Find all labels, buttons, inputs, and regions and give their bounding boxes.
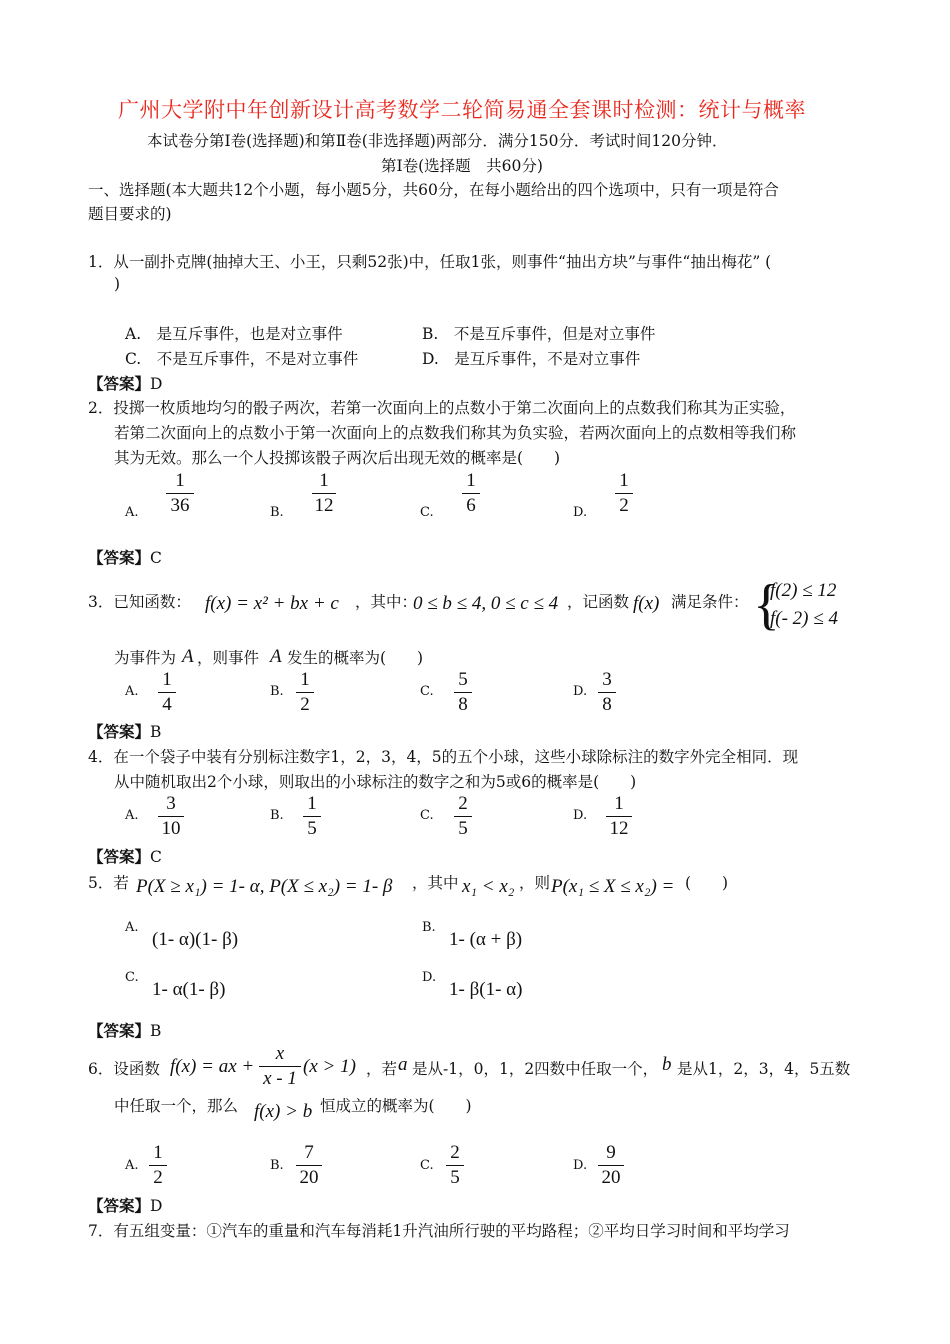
q5-suffix: ( ) <box>685 874 729 892</box>
section-heading-line2: 题目要求的) <box>88 205 172 223</box>
q6-option-a-fraction: 1 2 <box>149 1142 167 1189</box>
q3-condition-2: f(- 2) ≤ 4 <box>770 608 838 629</box>
q3-option-c-label: C. <box>420 684 434 699</box>
q4-stem-line1: 4．在一个袋子中装有分别标注数字1，2，3，4，5的五个小球，这些小球除标注的数字外完全相同．现 <box>88 748 799 766</box>
q6-prefix: 6．设函数 <box>88 1060 160 1078</box>
q1-answer: 【答案】D <box>88 374 163 393</box>
q3-option-d-fraction: 3 8 <box>598 669 616 716</box>
q1-stem-line2: ) <box>114 275 121 293</box>
q2-option-c-label: C. <box>420 505 434 520</box>
q3-brace: { <box>753 574 780 636</box>
q3-condition-1: f(2) ≤ 12 <box>770 580 837 601</box>
q6-line2b: 恒成立的概率为( ) <box>320 1097 472 1115</box>
q3-line2a: 为事件为 <box>114 649 177 667</box>
q5-option-a-label: A. <box>125 920 139 935</box>
q6-answer: 【答案】D <box>88 1196 163 1215</box>
q6-option-c-label: C. <box>420 1158 434 1173</box>
q5-option-d-label: D. <box>422 970 437 985</box>
q2-option-c-fraction: 1 6 <box>462 470 480 517</box>
q6-function-fraction: x x - 1 <box>259 1043 301 1090</box>
q5-option-b: 1- (α + β) <box>449 929 523 950</box>
q3-mid: ，其中： <box>355 593 418 611</box>
q2-option-a-fraction: 1 36 <box>166 470 194 517</box>
q4-option-b-label: B. <box>270 808 284 823</box>
q5-option-a: (1- α)(1- β) <box>152 929 239 950</box>
q6-option-d-fraction: 9 20 <box>598 1142 624 1189</box>
q3-option-c-fraction: 5 8 <box>454 669 472 716</box>
q6-option-a-label: A. <box>125 1158 139 1173</box>
q5-mid2: ，则 <box>519 874 551 892</box>
q2-answer: 【答案】C <box>88 548 162 567</box>
q5-option-c-label: C. <box>125 970 139 985</box>
q2-option-b-label: B. <box>270 505 284 520</box>
q3-option-b-label: B. <box>270 684 284 699</box>
q2-option-d-label: D. <box>573 505 588 520</box>
q3-line2b: ，则事件 <box>197 649 260 667</box>
q1-stem-line1: 1．从一副扑克牌(抽掉大王、小王，只剩52张)中，任取1张，则事件“抽出方块”与事件“抽出梅花” ( <box>88 253 772 271</box>
q6-b: b <box>662 1054 672 1075</box>
q1-option-c: C. 不是互斥事件，不是对立事件 <box>125 350 359 368</box>
q4-option-b-fraction: 1 5 <box>303 793 321 840</box>
q3-range: 0 ≤ b ≤ 4, 0 ≤ c ≤ 4 <box>413 593 559 614</box>
q4-stem-line2: 从中随机取出2个小球，则取出的小球标注的数字之和为5或6的概率是( ) <box>114 773 637 791</box>
q3-event-a-1: A <box>182 646 194 667</box>
q2-stem-line3: 其为无效。那么一个人投掷该骰子两次后出现无效的概率是( ) <box>114 449 561 467</box>
q4-answer: 【答案】C <box>88 847 162 866</box>
q2-option-d-fraction: 1 2 <box>615 470 633 517</box>
q6-option-b-fraction: 7 20 <box>296 1142 322 1189</box>
q3-prefix: 3．已知函数： <box>88 593 191 611</box>
q4-option-c-fraction: 2 5 <box>454 793 472 840</box>
page-title: 广州大学附中年创新设计高考数学二轮简易通全套课时检测：统计与概率 <box>118 98 806 122</box>
q5-target: P(x₁ ≤ X ≤ x₂) = <box>551 876 675 897</box>
q5-option-d: 1- β(1- α) <box>449 979 523 1000</box>
q2-stem-line1: 2．投掷一枚质地均匀的骰子两次，若第一次面向上的点数小于第二次面向上的点数我们称其为正实验， <box>88 399 796 417</box>
q2-stem-line2: 若第二次面向上的点数小于第一次面向上的点数我们称其为负实验，若两次面向上的点数相等我们称 <box>114 424 797 442</box>
q7-stem-line1: 7．有五组变量：①汽车的重量和汽车每消耗1升汽油所行驶的平均路程；②平均日学习时间和平均学习 <box>88 1222 790 1240</box>
q3-event-a-2: A <box>270 646 282 667</box>
part-title: 第Ⅰ卷(选择题 共60分) <box>381 157 543 175</box>
q5-option-c: 1- α(1- β) <box>152 979 226 1000</box>
q4-option-d-fraction: 1 12 <box>606 793 632 840</box>
q4-option-c-label: C. <box>420 808 434 823</box>
q5-prefix: 5．若 <box>88 874 129 892</box>
q6-inequality: f(x) > b <box>254 1101 313 1122</box>
q3-option-b-fraction: 1 2 <box>296 669 314 716</box>
q1-option-b: B. 不是互斥事件，但是对立事件 <box>422 325 656 343</box>
q6-function-left: f(x) = ax + <box>170 1056 255 1077</box>
q3-mid2: ，记函数 <box>567 593 630 611</box>
q1-option-a: A. 是互斥事件，也是对立事件 <box>125 325 343 343</box>
q6-option-d-label: D. <box>573 1158 588 1173</box>
q6-function-right: (x > 1) <box>303 1056 356 1077</box>
q3-fx: f(x) <box>633 593 660 614</box>
q2-option-b-fraction: 1 12 <box>312 470 336 517</box>
q6-option-c-fraction: 2 5 <box>446 1142 464 1189</box>
q3-line2c: 发生的概率为( ) <box>287 649 424 667</box>
q2-option-a-label: A. <box>125 505 139 520</box>
q3-function: f(x) = x² + bx + c <box>205 593 339 614</box>
q4-option-a-fraction: 3 10 <box>158 793 184 840</box>
q6-a: a <box>398 1054 408 1075</box>
q3-option-d-label: D. <box>573 684 588 699</box>
q5-mid: ，其中 <box>412 874 459 892</box>
q1-option-d: D. 是互斥事件，不是对立事件 <box>422 350 641 368</box>
q3-answer: 【答案】B <box>88 722 162 741</box>
exam-subtitle: 本试卷分第Ⅰ卷(选择题)和第Ⅱ卷(非选择题)两部分．满分150分．考试时间120分钟． <box>147 132 728 150</box>
q6-mid3: 是从1，2，3，4，5五数 <box>677 1060 851 1078</box>
q3-option-a-label: A. <box>125 684 139 699</box>
q3-condition-label: 满足条件： <box>671 593 749 611</box>
q6-option-b-label: B. <box>270 1158 284 1173</box>
q4-option-d-label: D. <box>573 808 588 823</box>
q5-expression: P(X ≥ x₁) = 1- α, P(X ≤ x₂) = 1- β <box>136 876 393 897</box>
q6-line2a: 中任取一个，那么 <box>114 1097 239 1115</box>
q6-mid2: 是从-1，0，1，2四数中任取一个， <box>412 1060 659 1078</box>
q5-condition: x₁ < x₂ <box>462 876 515 897</box>
q3-option-a-fraction: 1 4 <box>158 669 176 716</box>
q5-option-b-label: B. <box>422 920 436 935</box>
q5-answer: 【答案】B <box>88 1021 162 1040</box>
q4-option-a-label: A. <box>125 808 139 823</box>
section-heading-line1: 一、选择题(本大题共12个小题，每小题5分，共60分，在每小题给出的四个选项中，只有一项是符合 <box>88 181 779 199</box>
q6-mid: ，若 <box>366 1060 398 1078</box>
